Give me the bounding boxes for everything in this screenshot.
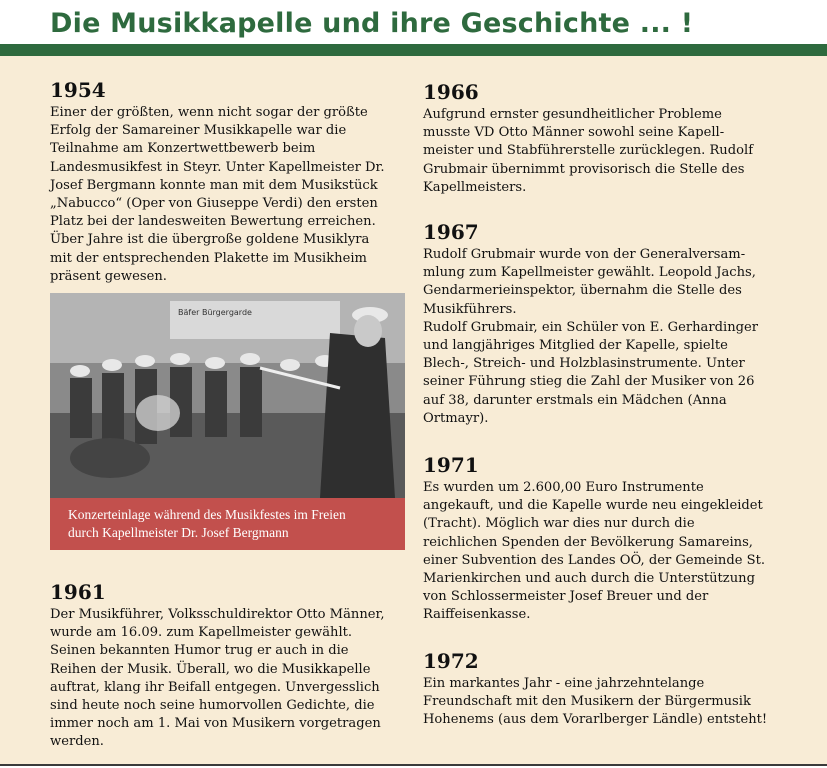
section-text: Ein markantes Jahr - eine jahrzehntelange Freundschaft mit den Musikern der Bürgermusik Hohenems (aus dem Vorarlberger Ländle) entsteht! xyxy=(423,676,768,728)
section-text: Rudolf Grubmair wurde von der Generalversam-mlung zum Kapellmeister gewählt. Leopold Jachs, Gendarmerieinspektor, übernahm die Stelle des Musikführers. xyxy=(423,247,756,317)
section-text: Aufgrund ernster gesundheitlicher Probleme musste VD Otto Männer sowohl seine Kapell-meister und Stabführerstelle zurücklegen. Rudolf Grubmair übernimmt provisorisch die Stelle des Kapellmeisters. xyxy=(423,107,754,195)
caption-line-1: Konzerteinlage während des Musikfestes im Freien xyxy=(68,507,346,522)
section-1966 xyxy=(423,80,771,197)
year-heading: 1971 xyxy=(423,453,479,477)
section-1967 xyxy=(423,220,775,428)
year-heading: 1967 xyxy=(423,220,479,244)
section-text: Rudolf Grubmair, ein Schüler von E. Gerhardinger und langjähriges Mitglied der Kapelle, spielte Blech-, Streich- und Holzblasinstrumente. Unter seiner Führung stieg die Zahl der Musiker von 26 auf 38, darunter erstmals ein Mädchen (Anna Ortmayr). xyxy=(423,319,759,426)
photo-illustration xyxy=(50,293,405,498)
section-text: Es wurden um 2.600,00 Euro Instrumente angekauft, und die Kapelle wurde neu eingekleidet (Tracht). Möglich war dies nur durch die reichlichen Spenden der Bevölkerung Samareins, einer Subvention des Landes OÖ, der Gemeinde St. Marienkirchen und auch durch die Unterstützung von Schlossermeister Josef Breuer und der Raiffeisenkasse. xyxy=(423,480,766,623)
year-heading: 1966 xyxy=(423,80,479,104)
photo-sign: Bäfer Bürgergarde xyxy=(178,308,252,317)
page-title: Die Musikkapelle und ihre Geschichte ... ! xyxy=(50,8,694,39)
year-heading: 1961 xyxy=(50,580,106,604)
section-1972 xyxy=(423,649,771,730)
header xyxy=(0,0,827,46)
year-heading: 1972 xyxy=(423,649,479,673)
header-rule xyxy=(0,44,827,56)
year-heading: 1954 xyxy=(50,78,106,102)
section-1971 xyxy=(423,453,773,625)
section-1954 xyxy=(50,78,395,286)
section-1961 xyxy=(50,580,395,752)
section-text: Der Musikführer, Volksschuldirektor Otto Männer, wurde am 16.09. zum Kapellmeister gewählt. Seinen bekannten Humor trug er auch in die Reihen der Musik. Überall, wo die Musikkapelle auftrat, klang ihr Beifall entgegen. Unvergesslich sind heute noch seine humorvollen Gedichte, die immer noch am 1. Mai von Musikern vorgetragen werden. xyxy=(50,607,385,750)
photo-caption xyxy=(50,498,405,550)
section-text: Einer der größten, wenn nicht sogar der größte Erfolg der Samareiner Musikkapelle war die Teilnahme am Konzertwettbewerb beim Landesmusikfest in Steyr. Unter Kapellmeister Dr. Josef Bergmann konnte man mit dem Musikstück „Nabucco“ (Oper von Giuseppe Verdi) den ersten Platz bei der landesweiten Bewertung erreichen. Über Jahre ist die übergroße goldene Musiklyra mit der entsprechenden Plakette im Musikheim präsent gewesen. xyxy=(50,105,385,284)
band-photo xyxy=(50,293,405,550)
caption-line-2: durch Kapellmeister Dr. Josef Bergmann xyxy=(68,525,289,540)
content-panel xyxy=(0,56,827,766)
